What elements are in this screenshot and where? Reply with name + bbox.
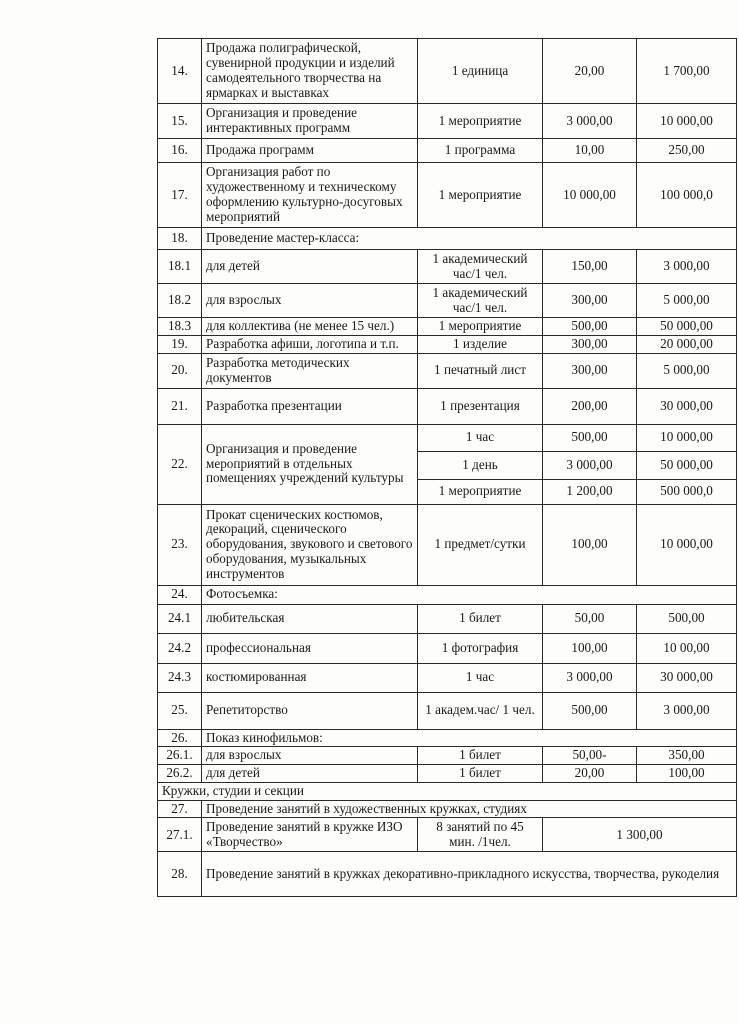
service-name: Организация работ по художественному и техническому оформлению культурно-досуговых мероприятий	[202, 163, 418, 228]
max-price-cell: 3 000,00	[637, 250, 737, 284]
unit-cell: 1 мероприятие	[418, 479, 543, 504]
table-row	[158, 852, 737, 897]
min-price-cell: 3 000,00	[543, 104, 637, 139]
min-price-cell: 300,00	[543, 335, 637, 353]
service-name: любительская	[202, 604, 418, 633]
service-name: Разработка афиши, логотипа и т.п.	[202, 335, 418, 353]
max-price-cell: 10 000,00	[637, 104, 737, 139]
unit-cell: 1 мероприятие	[418, 163, 543, 228]
row-number: 17.	[158, 163, 202, 228]
unit-cell: 1 изделие	[418, 335, 543, 353]
table-row	[158, 353, 737, 388]
group-title: Показ кинофильмов:	[202, 729, 737, 747]
min-price-cell: 10 000,00	[543, 163, 637, 228]
max-price-cell: 250,00	[637, 139, 737, 163]
min-price-cell: 20,00	[543, 39, 637, 104]
service-name: для взрослых	[202, 747, 418, 765]
row-number: 18.2	[158, 284, 202, 318]
service-name: для детей	[202, 765, 418, 783]
row-number: 27.1.	[158, 818, 202, 852]
section-row	[158, 782, 737, 800]
table-row	[158, 388, 737, 424]
section-title: Кружки, студии и секции	[158, 782, 737, 800]
table-row	[158, 139, 737, 163]
table-row	[158, 692, 737, 729]
max-price-cell: 500,00	[637, 604, 737, 633]
table-row	[158, 585, 737, 604]
service-name: для коллектива (не менее 15 чел.)	[202, 318, 418, 336]
table-row	[158, 284, 737, 318]
unit-cell: 1 академический час/1 чел.	[418, 250, 543, 284]
min-price-cell: 500,00	[543, 318, 637, 336]
service-name: Проведение занятий в кружках декоративно-прикладного искусства, творчества, рукоделия	[202, 852, 737, 897]
service-name: костюмированная	[202, 663, 418, 692]
group-title: Проведение мастер-класса:	[202, 228, 737, 250]
row-number: 15.	[158, 104, 202, 139]
service-name: для детей	[202, 250, 418, 284]
row-number: 19.	[158, 335, 202, 353]
row-number: 27.	[158, 800, 202, 818]
row-number: 24.1	[158, 604, 202, 633]
max-price-cell: 10 000,00	[637, 504, 737, 585]
min-price-cell: 500,00	[543, 692, 637, 729]
min-price-cell: 3 000,00	[543, 451, 637, 479]
table-row	[158, 335, 737, 353]
min-price-cell: 50,00	[543, 604, 637, 633]
unit-cell: 1 билет	[418, 765, 543, 783]
service-name: Репетиторство	[202, 692, 418, 729]
table-row	[158, 250, 737, 284]
service-name: Прокат сценических костюмов, декораций, сценического оборудования, звукового и светового оборудования, музыкальных инструментов	[202, 504, 418, 585]
min-price-cell: 100,00	[543, 504, 637, 585]
unit-cell: 1 печатный лист	[418, 353, 543, 388]
unit-cell: 1 предмет/сутки	[418, 504, 543, 585]
price-table	[157, 38, 737, 897]
unit-cell: 1 час	[418, 663, 543, 692]
price-table-body	[158, 39, 737, 897]
table-row	[158, 504, 737, 585]
max-price-cell: 20 000,00	[637, 335, 737, 353]
row-number: 24.3	[158, 663, 202, 692]
max-price-cell: 100 000,0	[637, 163, 737, 228]
min-price-cell: 300,00	[543, 284, 637, 318]
min-price-cell: 20,00	[543, 765, 637, 783]
max-price-cell: 50 000,00	[637, 451, 737, 479]
unit-cell: 1 час	[418, 424, 543, 451]
unit-cell: 1 фотография	[418, 633, 543, 663]
row-number: 16.	[158, 139, 202, 163]
table-row	[158, 729, 737, 747]
max-price-cell: 10 00,00	[637, 633, 737, 663]
unit-cell: 8 занятий по 45 мин. /1чел.	[418, 818, 543, 852]
table-row	[158, 747, 737, 765]
service-name: Организация и проведение интерактивных программ	[202, 104, 418, 139]
service-name: Проведение занятий в кружке ИЗО «Творчество»	[202, 818, 418, 852]
unit-cell: 1 академический час/1 чел.	[418, 284, 543, 318]
row-number: 24.	[158, 585, 202, 604]
service-name: Разработка методических документов	[202, 353, 418, 388]
unit-cell: 1 программа	[418, 139, 543, 163]
row-number: 18.3	[158, 318, 202, 336]
table-row	[158, 663, 737, 692]
min-price-cell: 10,00	[543, 139, 637, 163]
min-price-cell: 3 000,00	[543, 663, 637, 692]
price-cell: 1 300,00	[543, 818, 737, 852]
max-price-cell: 5 000,00	[637, 284, 737, 318]
max-price-cell: 50 000,00	[637, 318, 737, 336]
max-price-cell: 10 000,00	[637, 424, 737, 451]
service-name: Продажа программ	[202, 139, 418, 163]
unit-cell: 1 день	[418, 451, 543, 479]
table-row	[158, 765, 737, 783]
max-price-cell: 100,00	[637, 765, 737, 783]
row-number: 22.	[158, 424, 202, 504]
max-price-cell: 30 000,00	[637, 663, 737, 692]
table-row	[158, 104, 737, 139]
table-row	[158, 228, 737, 250]
max-price-cell: 1 700,00	[637, 39, 737, 104]
row-number: 18.	[158, 228, 202, 250]
table-row	[158, 424, 737, 451]
service-name: Проведение занятий в художественных кружках, студиях	[202, 800, 737, 818]
row-number: 26.	[158, 729, 202, 747]
service-name: Организация и проведение мероприятий в отдельных помещениях учреждений культуры	[202, 424, 418, 504]
table-row	[158, 39, 737, 104]
row-number: 28.	[158, 852, 202, 897]
min-price-cell: 150,00	[543, 250, 637, 284]
min-price-cell: 500,00	[543, 424, 637, 451]
min-price-cell: 100,00	[543, 633, 637, 663]
row-number: 23.	[158, 504, 202, 585]
unit-cell: 1 мероприятие	[418, 104, 543, 139]
max-price-cell: 30 000,00	[637, 388, 737, 424]
row-number: 18.1	[158, 250, 202, 284]
row-number: 20.	[158, 353, 202, 388]
max-price-cell: 5 000,00	[637, 353, 737, 388]
row-number: 21.	[158, 388, 202, 424]
max-price-cell: 350,00	[637, 747, 737, 765]
unit-cell: 1 мероприятие	[418, 318, 543, 336]
min-price-cell: 300,00	[543, 353, 637, 388]
table-row	[158, 818, 737, 852]
min-price-cell: 1 200,00	[543, 479, 637, 504]
table-row	[158, 318, 737, 336]
service-name: Продажа полиграфической, сувенирной продукции и изделий самодеятельного творчества на ярмарках и выставках	[202, 39, 418, 104]
service-name: для взрослых	[202, 284, 418, 318]
max-price-cell: 500 000,0	[637, 479, 737, 504]
table-row	[158, 800, 737, 818]
table-row	[158, 633, 737, 663]
row-number: 26.1.	[158, 747, 202, 765]
min-price-cell: 200,00	[543, 388, 637, 424]
unit-cell: 1 единица	[418, 39, 543, 104]
unit-cell: 1 билет	[418, 747, 543, 765]
row-number: 26.2.	[158, 765, 202, 783]
unit-cell: 1 билет	[418, 604, 543, 633]
table-row	[158, 604, 737, 633]
group-title: Фотосъемка:	[202, 585, 737, 604]
unit-cell: 1 академ.час/ 1 чел.	[418, 692, 543, 729]
row-number: 25.	[158, 692, 202, 729]
row-number: 24.2	[158, 633, 202, 663]
unit-cell: 1 презентация	[418, 388, 543, 424]
row-number: 14.	[158, 39, 202, 104]
service-name: Разработка презентации	[202, 388, 418, 424]
table-row	[158, 163, 737, 228]
min-price-cell: 50,00-	[543, 747, 637, 765]
max-price-cell: 3 000,00	[637, 692, 737, 729]
service-name: профессиональная	[202, 633, 418, 663]
